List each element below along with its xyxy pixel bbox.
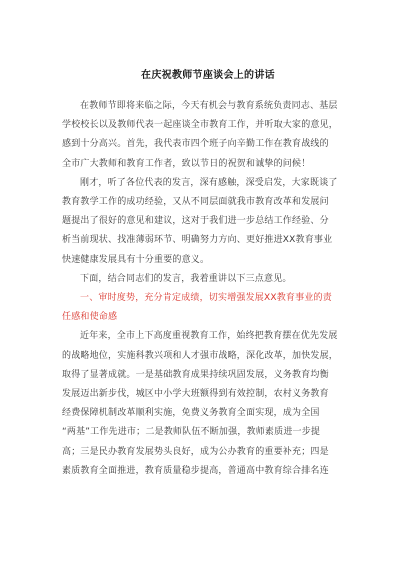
text-line: “两基”工作先进市；二是教师队伍不断加强，教师素质进一步提: [62, 427, 321, 438]
text-line: 高；三是民办教育发展势头良好，成为公办教育的重要补充；四是: [62, 446, 329, 457]
section-heading-1: [62, 289, 354, 327]
text-line: 快速健康发展具有十分重要的意义。: [62, 254, 210, 265]
text-line: 经费保障机制改革顺利实施，免费义务教育全面实现，成为全国: [62, 408, 320, 419]
text-line: 全市广大教师和教育工作者，致以节日的祝贺和诚挚的问候！: [62, 158, 311, 169]
paragraph-intro: [62, 97, 354, 174]
text-line: 感到十分高兴。首先，我代表市四个班子向辛勤工作在教育战线的: [62, 139, 329, 150]
text-line: 教育教学工作的成功经验，又从不同层面就我市教育改革和发展问: [62, 197, 329, 208]
paragraph-feedback: [62, 174, 354, 270]
text-line: 刚才，听了各位代表的发言，深有感触，深受启发，大家既谈了: [80, 177, 338, 188]
text-line: 下面，结合同志们的发言，我着重讲以下三点意见。: [80, 273, 292, 284]
paragraph-transition: [62, 270, 354, 289]
text-line: 析当前现状、找准薄弱环节、明确努力方向、更好推进XX教育事业: [62, 235, 333, 246]
text-line: 发展迈出新步伐，城区中小学大班额得到有效控制，农村义务教育: [62, 389, 329, 400]
text-line: 近年来，全市上下高度重视教育工作，始终把教育摆在优先发展: [80, 331, 338, 342]
text-line: 题提出了很好的意见和建议，这对于我们进一步总结工作经验、分: [62, 216, 329, 227]
heading-line: 一、审时度势，充分肯定成绩，切实增强发展XX教育事业的责: [80, 293, 332, 304]
text-line: 学校校长以及教师代表一起座谈全市教育工作，并听取大家的意见，: [62, 120, 339, 131]
text-line: 的战略地位，实施科教兴项和人才强市战略，深化改革，加快发展，: [62, 350, 339, 361]
document-title: 在庆祝教师节座谈会上的讲话: [141, 70, 275, 81]
heading-line: 任感和使命感: [62, 312, 118, 323]
paragraph-achievements: [62, 327, 354, 481]
text-line: 素质教育全面推进，教育质量稳步提高，普通高中教育综合排名连: [62, 465, 329, 476]
text-line: 在教师节即将来临之际，今天有机会与教育系统负责同志、基层: [80, 101, 338, 111]
text-line: 取得了显著成就。一是基础教育成果持续巩固发展，义务教育均衡: [62, 369, 329, 380]
